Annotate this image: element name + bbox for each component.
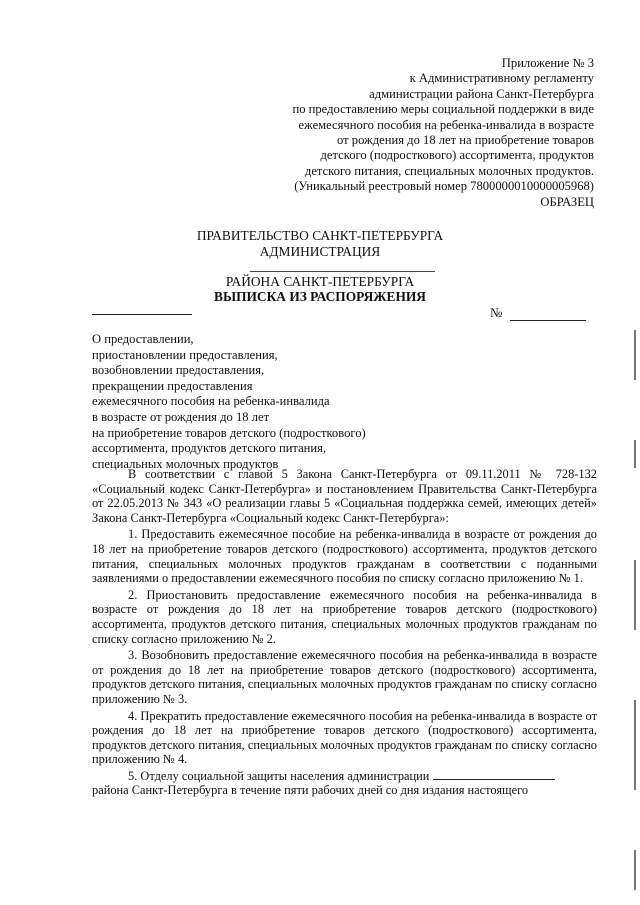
- item-5-paragraph: [92, 769, 597, 798]
- appendix-line: Приложение № 3: [501, 56, 594, 70]
- administration-title: АДМИНИСТРАЦИЯ: [259, 244, 381, 259]
- government-title: ПРАВИТЕЛЬСТВО САНКТ-ПЕТЕРБУРГА: [196, 228, 444, 243]
- appendix-line: от рождения до 18 лет на приобретение товаров: [336, 133, 594, 148]
- item-5-start: 5. Отделу социальной защиты населения администрации: [128, 768, 430, 783]
- appendix-line: к Административному регламенту: [409, 71, 594, 86]
- appendix-line: детского (подросткового) ассортимента, продуктов: [320, 148, 594, 163]
- order-number: [490, 305, 586, 321]
- scan-edge-mark: [634, 330, 636, 380]
- item-1-paragraph: 1. Предоставить ежемесячное пособие на ребенка-инвалида в возрасте от рождения до 18 лет на приобретение товаров детского (подросткового) ассортимента, продуктов детского питания, специальных молочных продуктов гражданам в соответствии с поданными заявлениями о предоставлении ежемесячного пособия по списку согласно приложению № 1.: [92, 527, 597, 586]
- scan-edge-mark: [634, 440, 636, 468]
- item-4-paragraph: 4. Прекратить предоставление ежемесячного пособия на ребенка-инвалида в возрасте от рождения до 18 лет на приобретение товаров детского (подросткового) ассортимента, продуктов детского питания, специальных молочных продуктов гражданам по списку согласно приложению № 4.: [92, 708, 597, 767]
- appendix-block: [254, 56, 594, 210]
- item-3-paragraph: 3. Возобновить предоставление ежемесячного пособия на ребенка-инвалида в возрасте от рождения до 18 лет на приобретение товаров детского (подросткового) ассортимента, продуктов детского питания, специальных молочных продуктов гражданам по списку согласно приложению № 3.: [92, 648, 597, 706]
- item-5-continuation: района Санкт-Петербурга в течение пяти рабочих дней со дня издания настоящего: [92, 783, 529, 798]
- preamble-paragraph: В соответствии с главой 5 Закона Санкт-Петербурга от 09.11.2011 № 728-132 «Социальный кодекс Санкт-Петербурга» и постановлением Правительства Санкт-Петербурга от 22.05.2013 № 343 «О реализации главы 5 «Социальная поддержка семей, имеющих детей» Закона Санкт-Петербурга «Социальный кодекс Санкт-Петербурга»:: [92, 467, 597, 525]
- document-type-title: ВЫПИСКА ИЗ РАСПОРЯЖЕНИЯ: [214, 289, 426, 304]
- subject-line: ежемесячного пособия на ребенка-инвалида: [92, 394, 330, 409]
- subject-line: на приобретение товаров детского (подросткового): [92, 425, 366, 440]
- appendix-line: по предоставлению меры социальной поддержки в виде: [292, 102, 594, 117]
- subject-line: возобновлении предоставления,: [92, 363, 265, 378]
- subject-line: в возрасте от рождения до 18 лет: [92, 409, 270, 424]
- appendix-line: администрации района Санкт-Петербурга: [369, 86, 594, 101]
- appendix-line: детского питания, специальных молочных продуктов.: [304, 163, 594, 178]
- subject-line: О предоставлении,: [92, 332, 194, 346]
- subject-line: прекращении предоставления: [92, 378, 253, 393]
- scan-edge-mark: [634, 700, 636, 790]
- scan-edge-mark: [634, 850, 636, 890]
- district-name-blank: [250, 271, 435, 272]
- item-2-paragraph: 2. Приостановить предоставление ежемесячного пособия на ребенка-инвалида в возрасте от рождения до 18 лет на приобретение товаров детского (подросткового) ассортимента, продуктов детского питания, специальных молочных продуктов гражданам по списку согласно приложению № 2.: [92, 587, 597, 646]
- order-subject: [92, 332, 392, 472]
- date-blank: [92, 314, 192, 315]
- number-blank: [510, 308, 586, 321]
- subject-line: специальных молочных продуктов: [92, 456, 279, 471]
- sample-mark: ОБРАЗЕЦ: [540, 194, 594, 209]
- order-body: [92, 467, 597, 800]
- appendix-line: (Уникальный реестровый номер 7800000010000005968): [294, 179, 594, 194]
- number-sign: №: [490, 305, 503, 320]
- appendix-line: ежемесячного пособия на ребенка-инвалида в возрасте: [298, 117, 594, 132]
- district-title: РАЙОНА САНКТ-ПЕТЕРБУРГА: [225, 274, 415, 289]
- subject-line: приостановлении предоставления,: [92, 347, 278, 362]
- subject-line: ассортимента, продуктов детского питания,: [92, 441, 327, 456]
- scan-edge-mark: [634, 560, 636, 630]
- district-blank: [433, 769, 555, 780]
